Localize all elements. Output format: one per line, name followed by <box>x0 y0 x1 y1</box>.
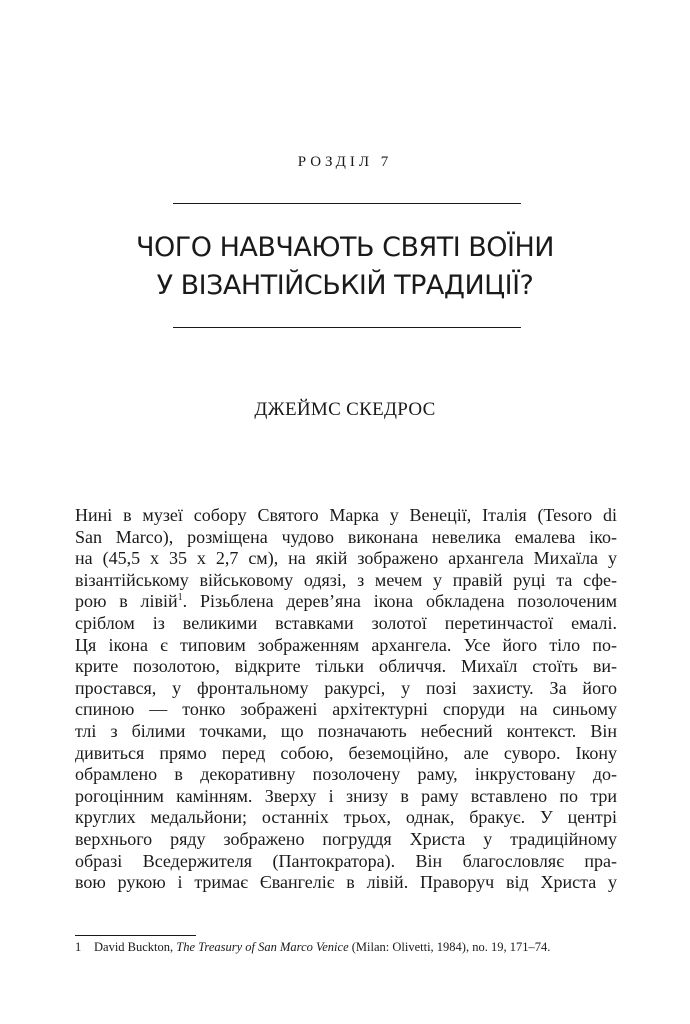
body-line <box>75 591 617 613</box>
chapter-title-line-2: У ВІЗАНТІЙСЬКІЙ ТРАДИЦІЇ? <box>156 270 534 301</box>
chapter-title <box>0 229 690 305</box>
footnote-title: The Treasury of San Marco Venice <box>176 940 349 954</box>
body-line-text: рою в лівій <box>75 591 178 612</box>
body-line-text: . Різьблена дерев’яна ікона обкладена позолоченим <box>182 591 617 612</box>
body-line: простався, у фронтальному ракурсі, у позі захисту. За його <box>75 677 617 698</box>
chapter-label: РОЗДІЛ 7 <box>297 154 393 170</box>
footnote-ref[interactable]: 1 <box>177 592 183 604</box>
body-line: спиною — тонко зображені архітектурні споруди на синьому <box>75 699 617 720</box>
body-line: образі Вседержителя (Пантократора). Він благословляє пра- <box>75 850 617 871</box>
body-line: сріблом із великими вставками золотої перетинчастої емалі. <box>75 612 617 633</box>
body-line: Ця ікона є типовим зображенням архангела. Усе його тіло по- <box>75 634 617 655</box>
footnote-rule <box>75 935 196 936</box>
body-line: тлі з білими точками, що позначають небесний контекст. Він <box>75 720 617 741</box>
body-line: обрамлено в декоративну позолочену раму, інкрустовану до- <box>75 764 617 785</box>
footnote <box>75 939 635 955</box>
body-line: верхнього ряду зображено погруддя Христа у традиційному <box>75 828 617 849</box>
body-line: San Marco), розміщена чудово виконана невелика емалева іко- <box>75 526 617 547</box>
body-line: дивиться прямо перед собою, беземоційно, але суворо. Ікону <box>75 742 617 763</box>
title-rule-top <box>173 203 521 204</box>
body-line: Нині в музеї собору Святого Марка у Венеції, Італія (Tesoro di <box>75 505 617 525</box>
chapter-title-line-1: ЧОГО НАВЧАЮТЬ СВЯТІ ВОЇНИ <box>136 232 554 263</box>
chapter-author: ДЖЕЙМС СКЕДРОС <box>254 399 436 420</box>
body-line: візантійському військовому одязі, з мечем у правій руці та сфе- <box>75 569 617 590</box>
footnote-details: (Milan: Olivetti, 1984), no. 19, 171–74. <box>348 940 551 954</box>
body-line: крите позолотою, відкрите тільки обличчя. Михаїл стоїть ви- <box>75 656 617 677</box>
footnote-author: David Buckton, <box>94 940 177 954</box>
body-line: вою рукою і тримає Євангеліє в лівій. Праворуч від Христа у <box>75 872 617 893</box>
body-line: рогоцінним камінням. Зверху і знизу в раму вставлено по три <box>75 785 617 806</box>
title-rule-bottom <box>173 327 521 328</box>
body-paragraph <box>75 505 617 894</box>
body-line: круглих медальйони; останніх трьох, однак, бракує. У центрі <box>75 807 617 828</box>
footnote-number: 1 <box>75 940 82 954</box>
body-line: на (45,5 х 35 х 2,7 см), на якій зображено архангела Михаїла у <box>75 548 617 569</box>
